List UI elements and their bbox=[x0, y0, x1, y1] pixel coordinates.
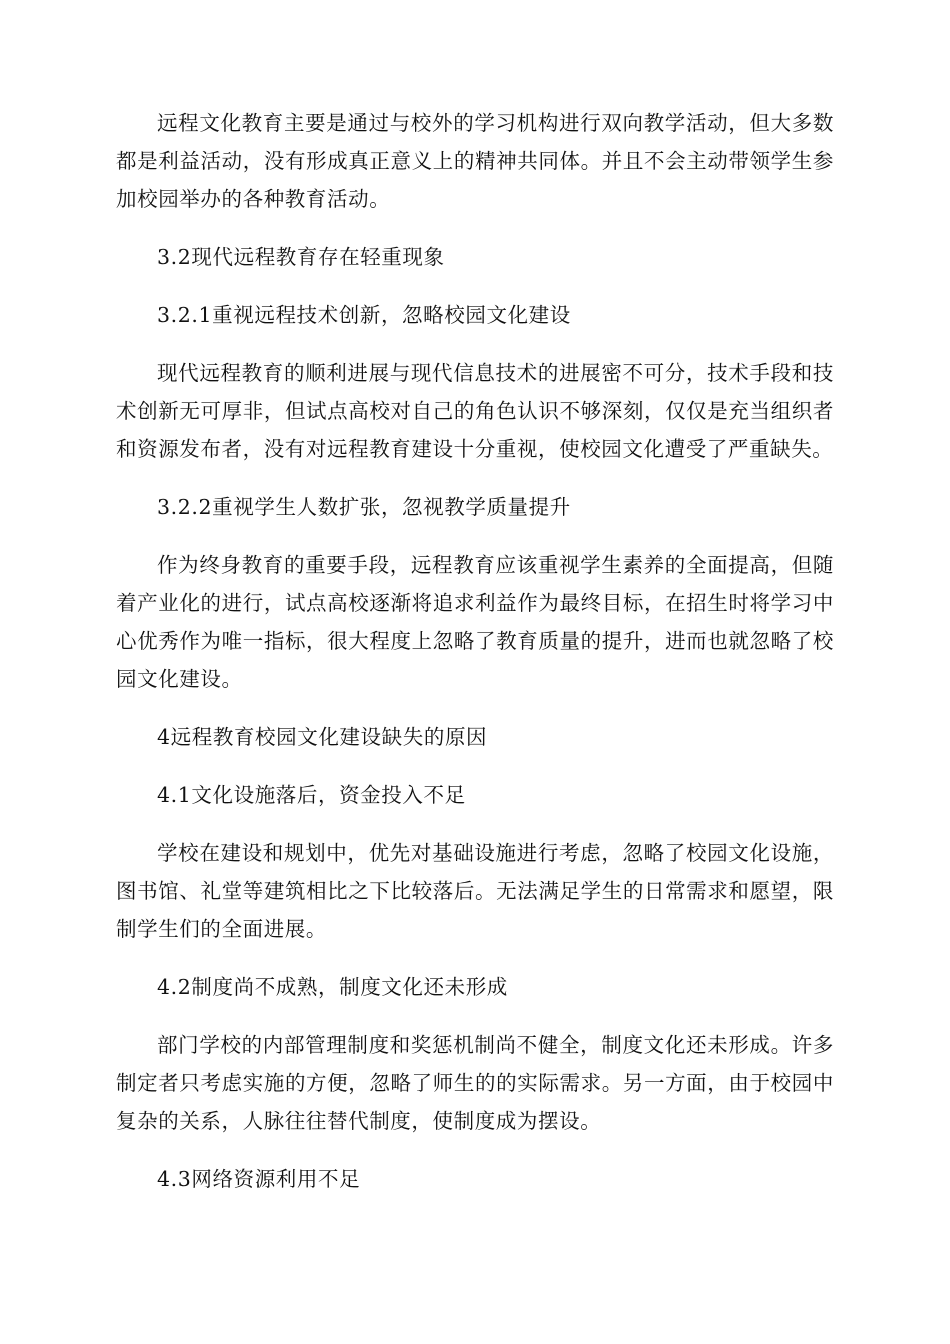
subsection-heading: 3.2.1重视远程技术创新，忽略校园文化建设 bbox=[157, 303, 571, 327]
section-heading: 4.1文化设施落后，资金投入不足 bbox=[157, 783, 466, 807]
section-heading: 4.2制度尚不成熟，制度文化还未形成 bbox=[157, 975, 508, 999]
body-paragraph: 远程文化教育主要是通过与校外的学习机构进行双向教学活动，但大多数都是利益活动，没有形成真正意义上的精神共同体。并且不会主动带领学生参加校园举办的各种教育活动。 bbox=[116, 111, 834, 211]
subsection-heading: 3.2.2重视学生人数扩张，忽视教学质量提升 bbox=[157, 495, 571, 519]
body-paragraph: 部门学校的内部管理制度和奖惩机制尚不健全，制度文化还未形成。许多制定者只考虑实施的方便，忽略了师生的的实际需求。另一方面，由于校园中复杂的关系，人脉往往替代制度，使制度成为摆设。 bbox=[116, 1033, 834, 1133]
chapter-heading: 4远程教育校园文化建设缺失的原因 bbox=[157, 725, 488, 749]
body-paragraph: 现代远程教育的顺利进展与现代信息技术的进展密不可分，技术手段和技术创新无可厚非，但试点高校对自己的角色认识不够深刻，仅仅是充当组织者和资源发布者，没有对远程教育建设十分重视，使校园文化遭受了严重缺失。 bbox=[116, 361, 834, 461]
document-page bbox=[116, 104, 834, 1218]
section-heading: 4.3网络资源利用不足 bbox=[157, 1167, 361, 1191]
body-paragraph: 作为终身教育的重要手段，远程教育应该重视学生素养的全面提高，但随着产业化的进行，试点高校逐渐将追求利益作为最终目标，在招生时将学习中心优秀作为唯一指标，很大程度上忽略了教育质量的提升，进而也就忽略了校园文化建设。 bbox=[116, 553, 834, 691]
section-heading: 3.2现代远程教育存在轻重现象 bbox=[157, 245, 445, 269]
body-paragraph: 学校在建设和规划中，优先对基础设施进行考虑，忽略了校园文化设施，图书馆、礼堂等建筑相比之下比较落后。无法满足学生的日常需求和愿望，限制学生们的全面进展。 bbox=[116, 841, 834, 941]
